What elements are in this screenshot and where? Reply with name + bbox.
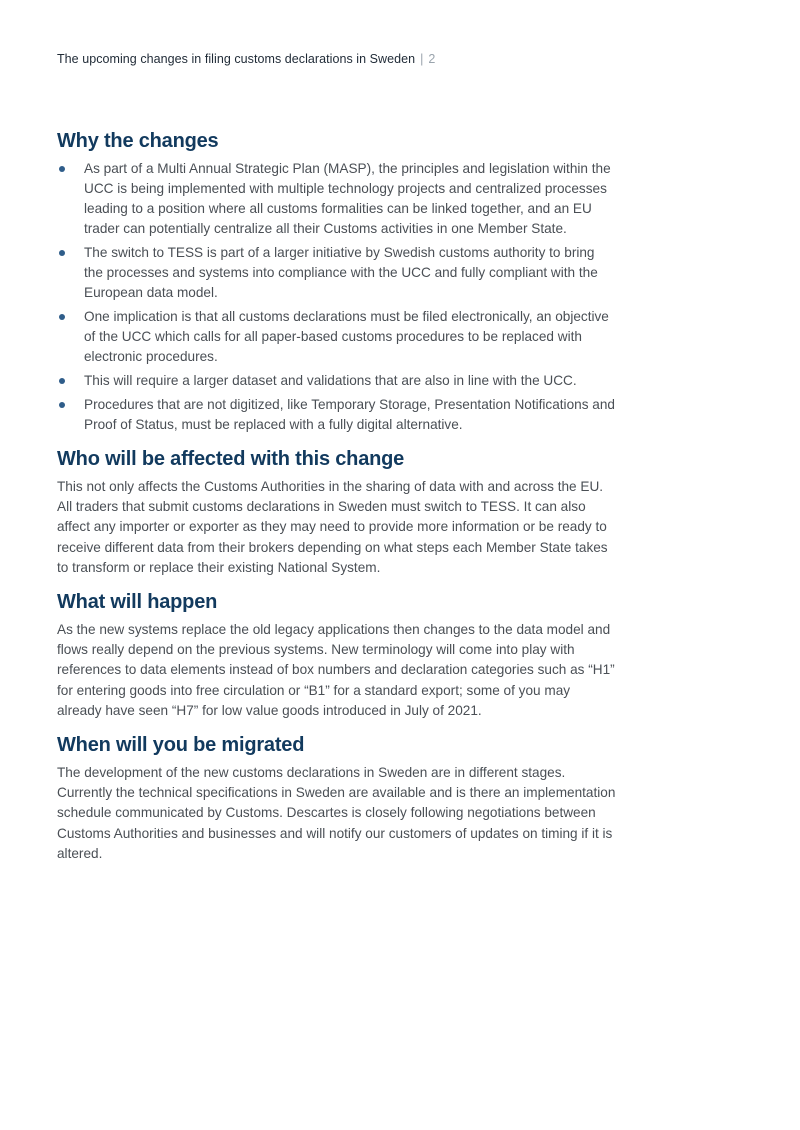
section-paragraph: The development of the new customs declarations in Sweden are in different stages. Currently the technical specifications in Sweden are available and is there an implementation schedule communicated by Customs. Descartes is closely following negotiations between Customs Authorities and businesses and will notify our customers of updates on timing if it is altered. [57, 765, 616, 861]
section-paragraph: As the new systems replace the old legacy applications then changes to the data model and flows really depend on the previous systems. New terminology will come into play with references to data elements instead of box numbers and declaration categories such as “H1” for entering goods into free circulation or “B1” for a standard export; some of you may already have seen “H7” for low value goods introduced in July of 2021. [57, 622, 615, 718]
bullet-icon [59, 250, 65, 256]
section-who-will-be-affected [57, 445, 617, 578]
section-heading: Why the changes [57, 130, 219, 152]
list-item-text: As part of a Multi Annual Strategic Plan (MASP), the principles and legislation within the UCC is being implemented with multiple technology projects and centralized processes leading to a position where all customs formalities can be linked together, and an EU trader can potentially centralize all their Customs activities in one Member State. [84, 161, 611, 236]
list-item [57, 371, 617, 391]
section-heading: When will you be migrated [57, 734, 305, 757]
section-paragraph: This not only affects the Customs Authorities in the sharing of data with and across the EU. All traders that submit customs declarations in Sweden must switch to TESS. It can also affect any importer or exporter as they may need to provide more information or be ready to receive different data from their brokers depending on what steps each Member State takes to transform or replace their existing National System. [57, 479, 608, 575]
bullet-icon [59, 378, 65, 384]
section-what-will-happen [57, 588, 617, 721]
list-item [57, 307, 617, 367]
main-content [57, 127, 617, 864]
running-header [57, 52, 435, 66]
section-why-the-changes [57, 127, 617, 435]
section-heading: What will happen [57, 591, 218, 614]
header-separator: | [420, 52, 424, 66]
list-item [57, 243, 617, 303]
list-item-text: One implication is that all customs declarations must be filed electronically, an objective of the UCC which calls for all paper-based customs procedures to be replaced with electronic procedures. [84, 309, 609, 364]
bullet-icon [59, 402, 65, 408]
bullet-icon [59, 166, 65, 172]
section-when-will-you-be-migrated [57, 731, 617, 864]
list-item-text: The switch to TESS is part of a larger initiative by Swedish customs authority to bring the processes and systems into compliance with the UCC and fully compliant with the European data model. [84, 245, 598, 300]
section-heading: Who will be affected with this change [57, 448, 405, 470]
list-item-text: Procedures that are not digitized, like Temporary Storage, Presentation Notifications and Proof of Status, must be replaced with a fully digital alternative. [84, 397, 615, 432]
list-item [57, 395, 617, 435]
list-item [57, 159, 617, 239]
header-title: The upcoming changes in filing customs declarations in Sweden [57, 52, 416, 66]
bullet-list [57, 159, 617, 435]
bullet-icon [59, 314, 65, 320]
list-item-text: This will require a larger dataset and validations that are also in line with the UCC. [84, 373, 577, 388]
page-number: 2 [428, 52, 436, 66]
